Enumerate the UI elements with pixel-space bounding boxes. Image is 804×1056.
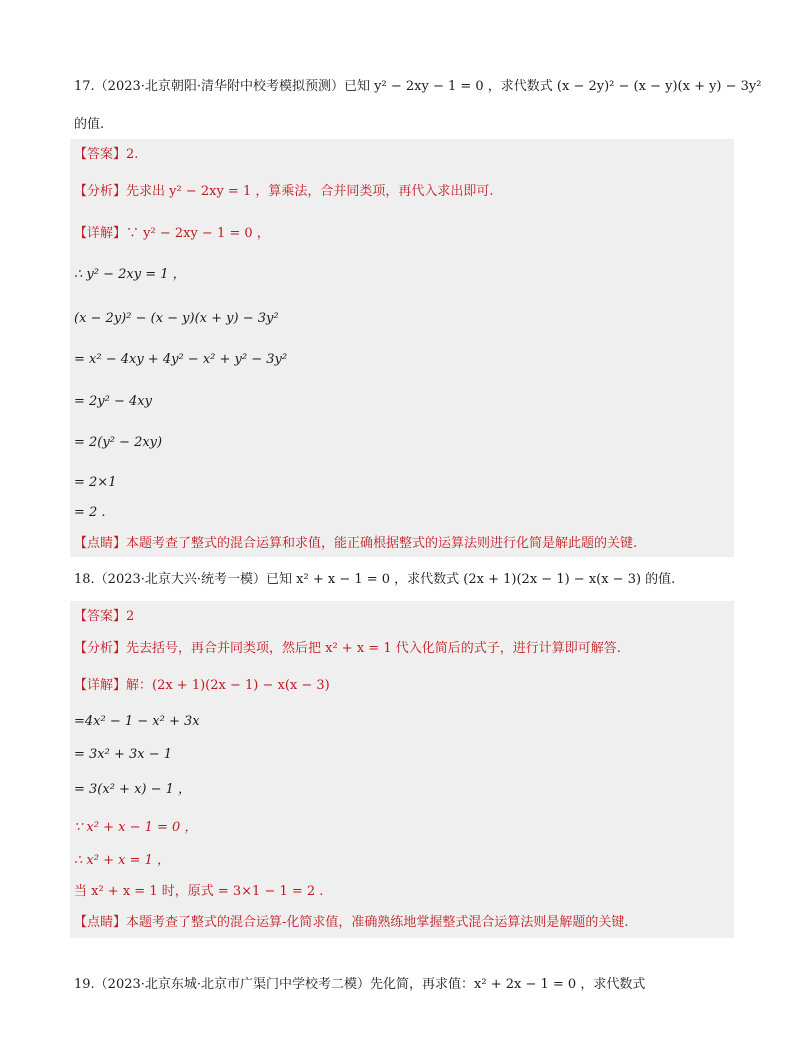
q18-step: =4x² − 1 − x² + 3x	[74, 714, 200, 729]
q19-question: 19.（2023·北京东城·北京市广渠门中学校考二模）先化简，再求值：x² + 2x − 1 = 0 ，求代数式	[74, 977, 646, 992]
q18-analysis: 【分析】先去括号，再合并同类项，然后把 x² + x = 1 代入化简后的式子，进行计算即可解答.	[74, 641, 621, 656]
q18-step: = 3(x² + x) − 1 ，	[74, 782, 192, 797]
q18-answer: 【答案】2	[74, 609, 135, 624]
q17-step: ∴ y² − 2xy = 1 ，	[74, 267, 186, 282]
q17-solution-box	[70, 139, 734, 557]
q17-step: = 2y² − 4xy	[74, 394, 152, 409]
q18-step: = 3x² + 3x − 1	[74, 747, 173, 762]
q17-analysis: 【分析】先求出 y² − 2xy = 1 ，算乘法，合并同类项，再代入求出即可.	[74, 184, 494, 199]
q18-step: ∵ x² + x − 1 = 0 ，	[74, 820, 198, 835]
q17-step: = x² − 4xy + 4y² − x² + y² − 3y²	[74, 352, 288, 367]
q17-detail: 【详解】∵ y² − 2xy − 1 = 0 ，	[74, 226, 270, 241]
q18-detail: 【详解】解：(2x + 1)(2x − 1) − x(x − 3)	[74, 678, 330, 693]
q17-comment: 【点睛】本题考查了整式的混合运算和求值，能正确根据整式的运算法则进行化简是解此题的关键.	[74, 536, 638, 551]
q17-step: = 2(y² − 2xy)	[74, 435, 163, 450]
q18-comment: 【点睛】本题考查了整式的混合运算-化简求值，准确熟练地掌握整式混合运算法则是解题的关键.	[74, 915, 629, 930]
q17-step: (x − 2y)² − (x − y)(x + y) − 3y²	[74, 311, 279, 326]
q17-answer: 【答案】2.	[74, 147, 139, 162]
q17-step: = 2×1	[74, 475, 117, 490]
q18-step: ∴ x² + x = 1 ，	[74, 853, 170, 868]
q18-question: 18.（2023·北京大兴·统考一模）已知 x² + x − 1 = 0 ，求代数式 (2x + 1)(2x − 1) − x(x − 3) 的值.	[74, 572, 676, 587]
q18-final: 当 x² + x = 1 时，原式 = 3×1 − 1 = 2 .	[74, 884, 324, 899]
q17-question: 17.（2023·北京朝阳·清华附中校考模拟预测）已知 y² − 2xy − 1 = 0 ，求代数式 (x − 2y)² − (x − y)(x + y) − 3y²	[74, 79, 762, 94]
q17-step: = 2 .	[74, 505, 106, 520]
q17-question-cont: 的值.	[74, 117, 105, 132]
